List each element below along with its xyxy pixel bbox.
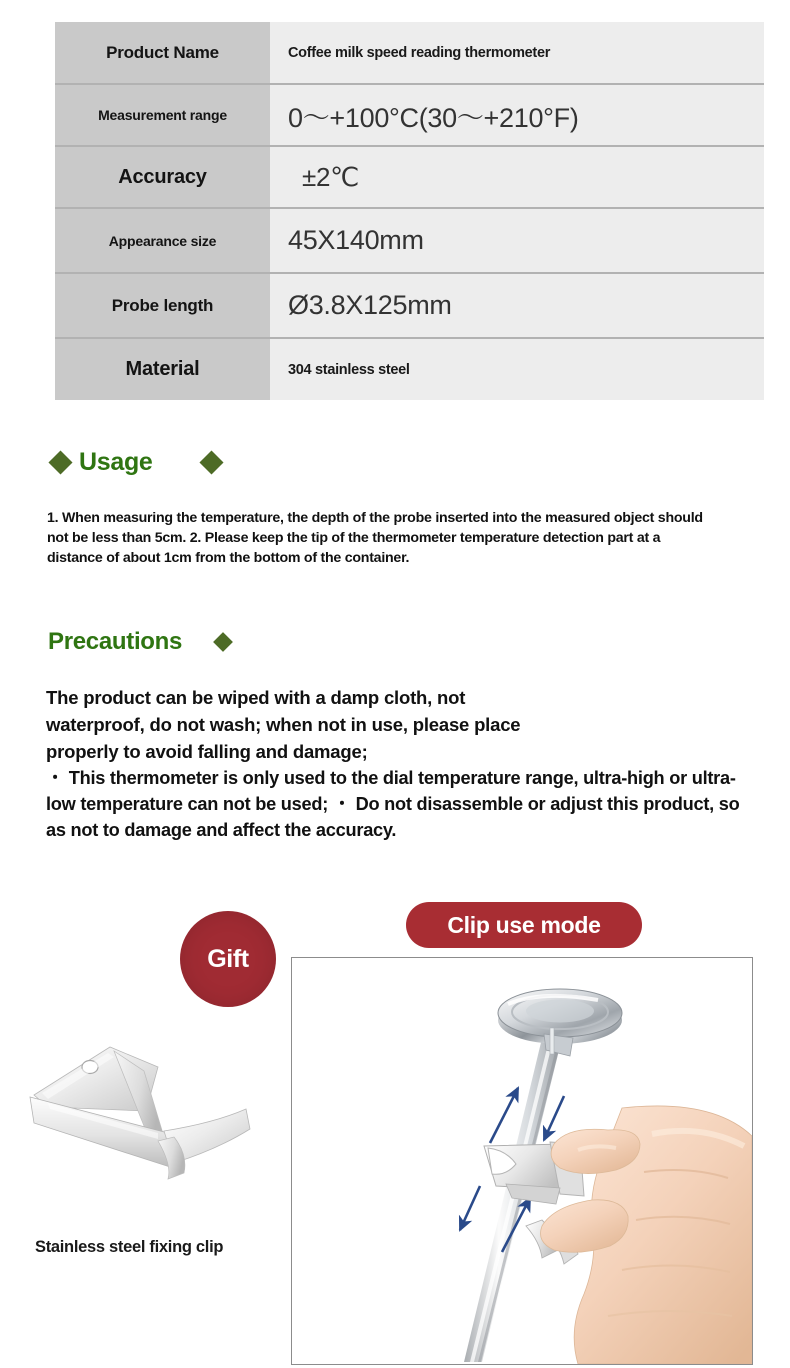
spec-label-probe-length: Probe length (55, 273, 270, 338)
table-row (55, 338, 764, 400)
spec-label-accuracy: Accuracy (55, 146, 270, 208)
diamond-bullet-icon (213, 632, 233, 652)
precautions-title: Precautions (48, 628, 183, 655)
table-row (55, 84, 764, 146)
table-row (55, 22, 764, 84)
clip-use-illustration (292, 958, 752, 1364)
spec-label-product-name: Product Name (55, 22, 270, 84)
table-row (55, 146, 764, 208)
usage-title: Usage (79, 448, 153, 476)
clip-use-mode-photo-panel (291, 957, 753, 1365)
gift-badge-label: Gift (207, 944, 249, 973)
specification-table (55, 22, 764, 400)
usage-heading (52, 448, 220, 477)
spec-label-measurement-range: Measurement range (55, 84, 270, 146)
spec-label-material: Material (55, 338, 270, 400)
diamond-bullet-icon (48, 450, 72, 474)
clip-photo-caption: Stainless steel fixing clip (35, 1238, 224, 1256)
spec-value-accuracy: ±2℃ (270, 146, 764, 208)
stainless-steel-clip-photo (18, 1045, 268, 1225)
clip-use-mode-label: Clip use mode (447, 911, 601, 938)
table-row (55, 208, 764, 273)
table-row (55, 273, 764, 338)
spec-value-measurement-range: 0〜+100°C(30〜+210°F) (270, 84, 764, 146)
precautions-paragraph-2: ・ This thermometer is only used to the dial temperature range, ultra-high or ultra-low temperature can not be used; ・ Do not disassemble or adjust this product, so as not to damage and affect the accuracy. (46, 768, 740, 841)
diamond-bullet-icon (199, 450, 223, 474)
spec-label-appearance-size: Appearance size (55, 208, 270, 273)
usage-body-text: 1. When measuring the temperature, the depth of the probe inserted into the measured object should not be less than 5cm. 2. Please keep the tip of the thermometer temperature detection part at a distance of about 1cm from the bottom of the container. (47, 510, 703, 567)
spec-value-product-name: Coffee milk speed reading thermometer (270, 22, 764, 84)
gift-badge (180, 911, 276, 1007)
spec-value-appearance-size: 45X140mm (270, 208, 764, 273)
clip-use-mode-banner (406, 902, 642, 948)
precautions-heading (48, 628, 230, 656)
spec-value-material: 304 stainless steel (270, 338, 764, 400)
clip-illustration (18, 1045, 268, 1225)
spec-value-probe-length: Ø3.8X125mm (270, 273, 764, 338)
precautions-paragraph-1: The product can be wiped with a damp cloth, not waterproof, do not wash; when not in use, please place properly to avoid falling and damage; (46, 687, 521, 763)
